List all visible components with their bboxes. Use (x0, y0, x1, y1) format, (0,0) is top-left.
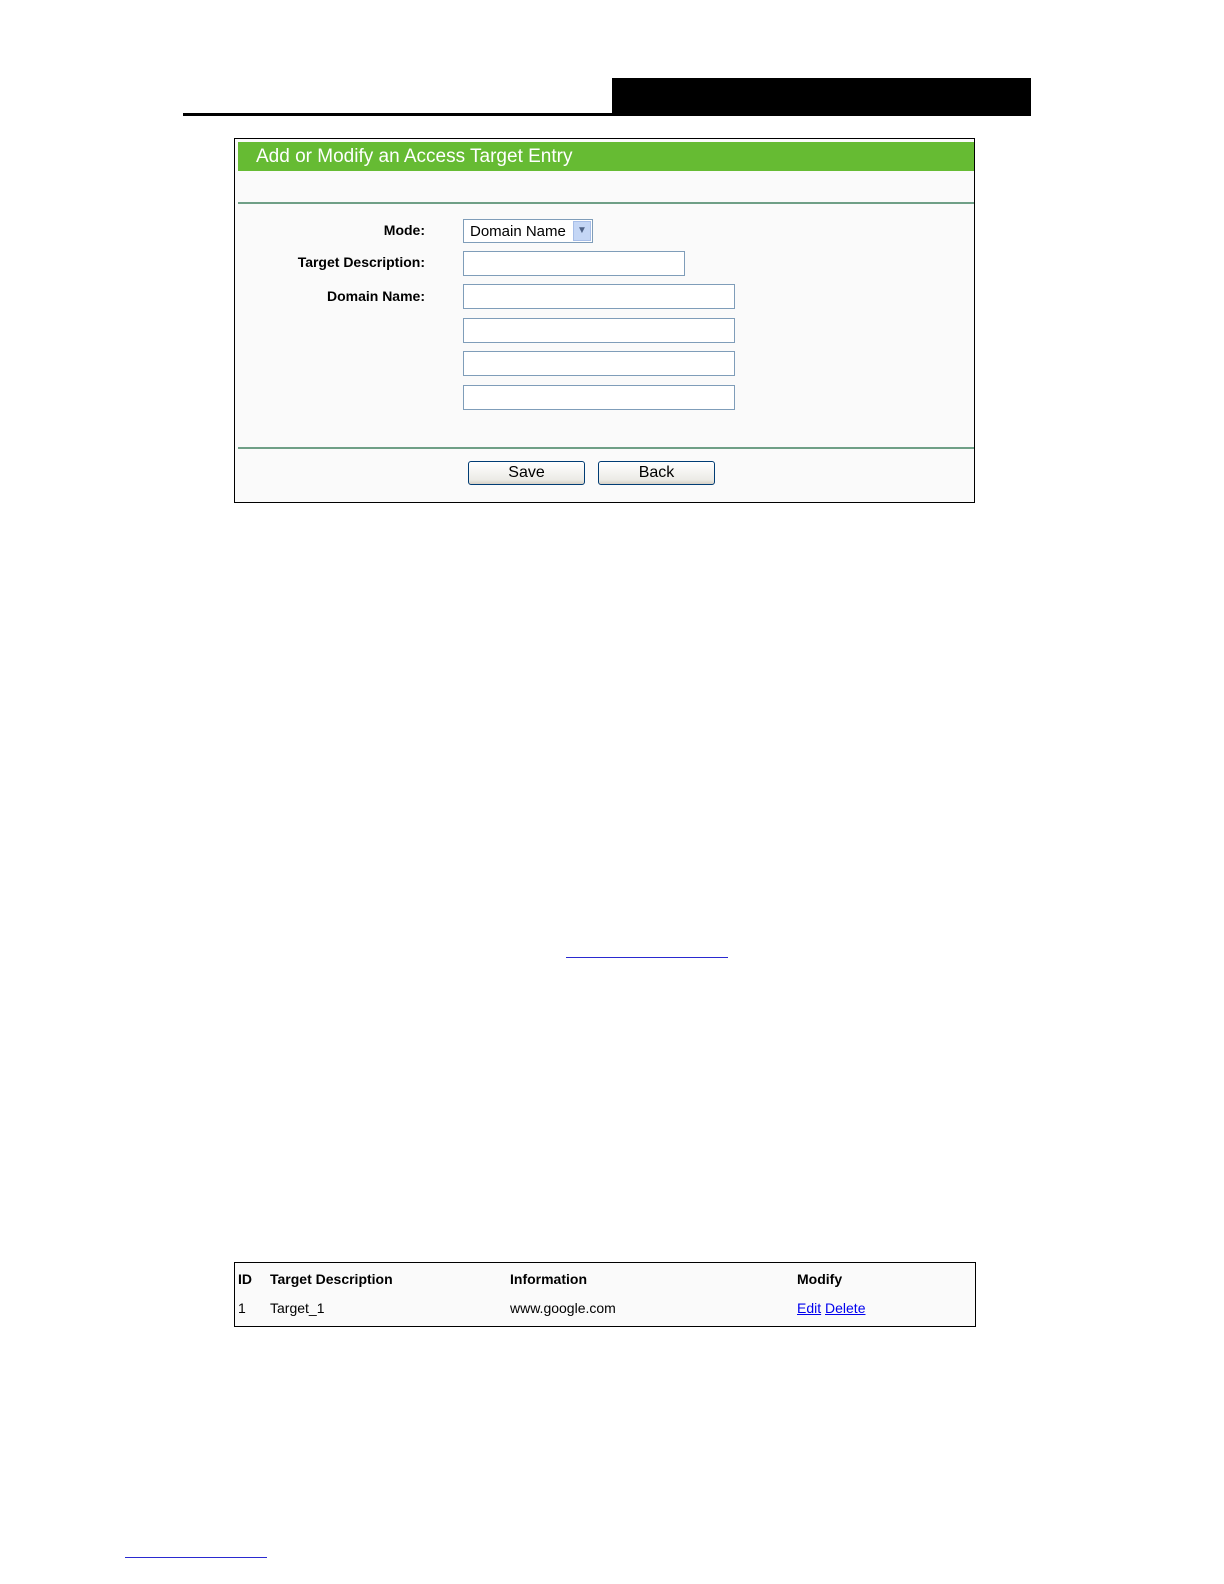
chevron-down-icon[interactable]: ▼ (573, 221, 591, 241)
delete-link[interactable]: Delete (825, 1300, 866, 1316)
header-rule (183, 113, 1031, 116)
footer-link-underline (125, 1557, 267, 1558)
row-id: 1 (238, 1300, 246, 1316)
save-button[interactable]: Save (468, 461, 585, 485)
back-button[interactable]: Back (598, 461, 715, 485)
access-target-table (234, 1262, 976, 1327)
target-description-label: Target Description: (297, 254, 425, 270)
header-black-bar (612, 78, 1031, 116)
divider-bottom (238, 447, 974, 449)
column-header-target-description: Target Description (270, 1271, 393, 1287)
mode-label: Mode: (383, 222, 425, 238)
mode-select[interactable] (463, 219, 593, 243)
domain-name-input-3[interactable] (463, 351, 735, 376)
column-header-id: ID (238, 1271, 252, 1287)
row-target-description: Target_1 (270, 1300, 325, 1316)
access-target-form-panel (234, 138, 975, 503)
divider-top (238, 202, 974, 204)
domain-name-input-2[interactable] (463, 318, 735, 343)
domain-name-label: Domain Name: (326, 288, 425, 304)
column-header-information: Information (510, 1271, 587, 1287)
column-header-modify: Modify (797, 1271, 843, 1287)
row-modify (797, 1300, 865, 1316)
target-description-input[interactable] (463, 251, 685, 276)
panel-title: Add or Modify an Access Target Entry (238, 142, 974, 171)
domain-name-input-4[interactable] (463, 385, 735, 410)
link-underline (566, 957, 728, 958)
edit-link[interactable]: Edit (797, 1300, 822, 1316)
domain-name-input-1[interactable] (463, 284, 735, 309)
row-information: www.google.com (510, 1300, 616, 1316)
mode-select-value: Domain Name (470, 223, 566, 240)
